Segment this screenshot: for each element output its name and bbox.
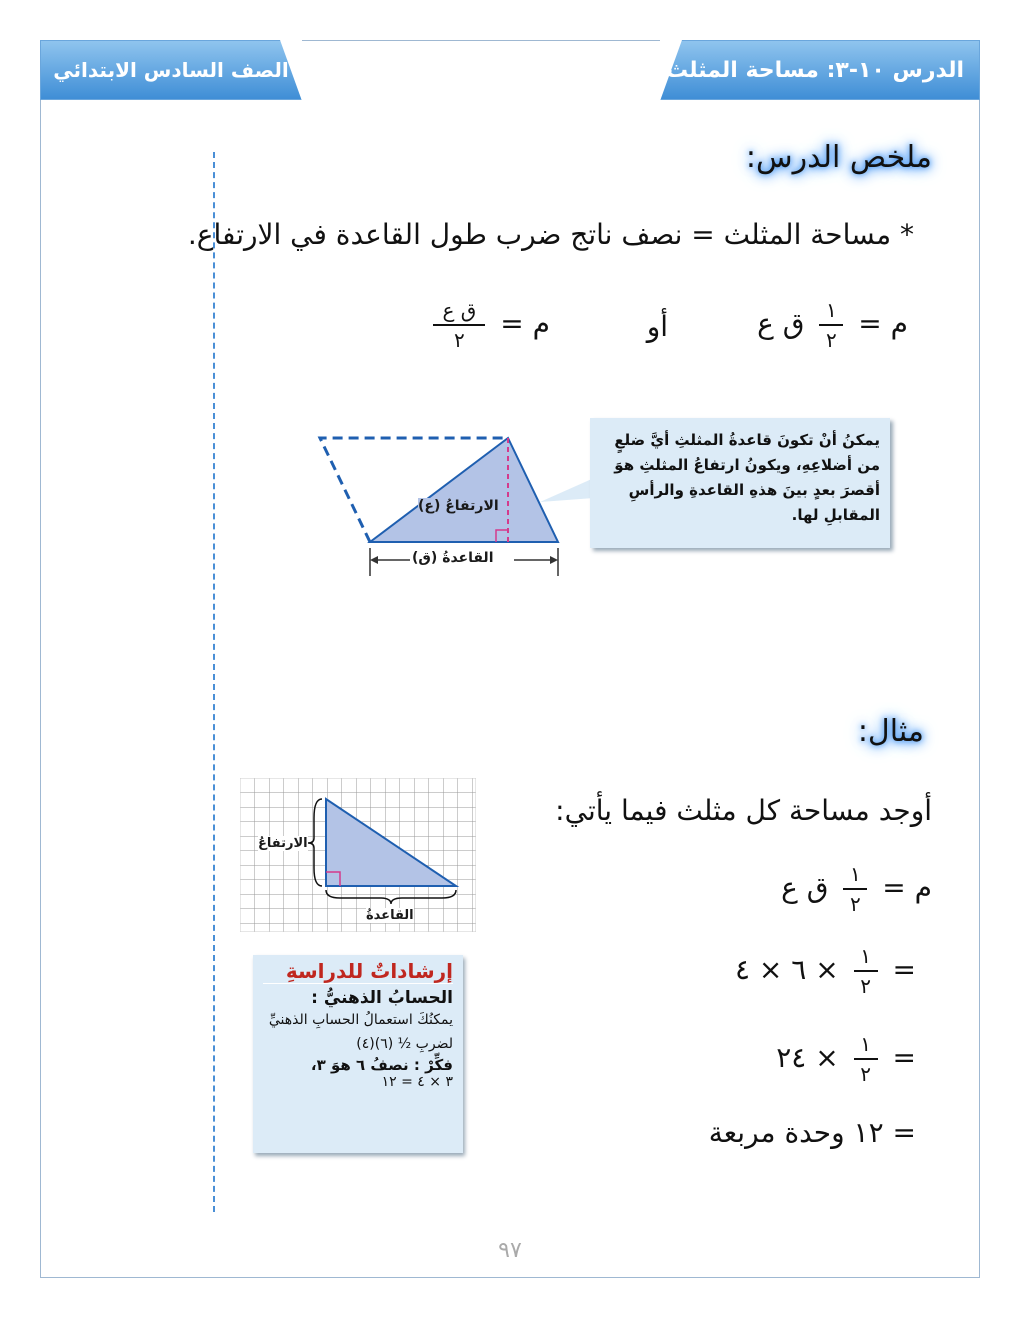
- fraction-denominator: ٢: [454, 328, 465, 352]
- step2-lhs: =: [892, 953, 916, 986]
- formula1-lhs: م =: [858, 307, 908, 340]
- fraction-half: [819, 300, 843, 350]
- or-word: أو: [646, 310, 668, 343]
- fraction-numerator: ق ع: [442, 298, 477, 322]
- step3-rhs: × ٢٤: [776, 1041, 839, 1074]
- area-rule: * مساحة المثلث = نصف ناتج ضرب طول القاعدة في الارتفاع.: [187, 218, 914, 251]
- think-text: فكِّرْ : نصفُ ٦ هوَ ٣،: [310, 1056, 453, 1074]
- think-equation: ٣ × ٤ = ١٢: [381, 1074, 453, 1090]
- solution-step-4: = ١٢ وحدة مربعة: [708, 1116, 916, 1149]
- solution-step-1: [781, 864, 932, 914]
- step1-rhs: ق ع: [781, 871, 829, 904]
- fraction-denominator: ٢: [850, 892, 861, 916]
- fraction-numerator: ١: [860, 944, 871, 968]
- fraction-numerator: ١: [826, 298, 837, 322]
- example-heading: مثال:: [857, 714, 924, 749]
- grade-label: الصف السادس الابتدائي: [53, 58, 289, 82]
- callout-pointer-shape: [540, 478, 594, 502]
- formula2-lhs: م =: [500, 307, 550, 340]
- height-label: الارتفاعُ (ع): [418, 498, 499, 514]
- arrowhead-left: [370, 556, 378, 564]
- fraction-half: [854, 946, 878, 996]
- step1-lhs: م =: [882, 871, 932, 904]
- fraction-half: [843, 864, 867, 914]
- formula-base-height-over-two: [427, 300, 550, 350]
- lesson-title: الدرس ١٠-٣: مساحة المثلث: [665, 57, 965, 83]
- step3-lhs: =: [892, 1041, 916, 1074]
- solution-step-2: [735, 946, 916, 996]
- study-tips-box: [253, 955, 463, 1153]
- solution-step-3: [776, 1034, 916, 1084]
- fraction-numerator: ١: [860, 1032, 871, 1056]
- margin-divider: [213, 152, 215, 1212]
- grid-triangle-figure: [240, 778, 476, 932]
- mental-math-title: الحسابُ الذهنيُّ :: [311, 988, 453, 1008]
- grade-tab: [40, 40, 302, 100]
- arrowhead-right: [550, 556, 558, 564]
- step2-rhs: × ٦ × ٤: [734, 953, 839, 986]
- formula1-rhs: ق ع: [757, 307, 805, 340]
- base-height-callout: يمكنُ أنْ تكونَ قاعدةُ المثلثِ أيَّ ضلعٍ من أضلاعِهِ، ويكونُ ارتفاعُ المثلثِ هوَ أقصرَ بعدٍ بينَ هذهِ القاعدةِ والرأسِ المقابلِ لها.: [590, 418, 890, 548]
- page-number: ٩٧: [498, 1238, 522, 1263]
- fraction-half: [854, 1034, 878, 1084]
- fraction-denominator: ٢: [860, 974, 871, 998]
- triangle-shape: [370, 438, 558, 542]
- mental-math-text: يمكنُكَ استعمالُ الحسابِ الذهنيِّ لضربِ ½ (٦)(٤): [268, 1012, 453, 1052]
- formula-half-base-height: [757, 300, 908, 350]
- fraction-denominator: ٢: [860, 1062, 871, 1086]
- fraction-bh-over-2: [433, 300, 485, 350]
- lesson-title-tab: [660, 40, 980, 100]
- callout-pointer: [540, 476, 594, 506]
- base-label: القاعدةُ (ق): [412, 550, 494, 566]
- fraction-denominator: ٢: [826, 328, 837, 352]
- grid-base-label: القاعدةُ: [366, 908, 414, 923]
- grid-height-label: الارتفاعُ: [258, 836, 308, 851]
- fraction-numerator: ١: [850, 862, 861, 886]
- summary-heading: ملخص الدرس:: [745, 140, 932, 175]
- study-tips-title: إرشاداتٌ للدراسةِ: [263, 959, 453, 984]
- example-prompt: أوجد مساحة كل مثلث فيما يأتي:: [555, 794, 932, 827]
